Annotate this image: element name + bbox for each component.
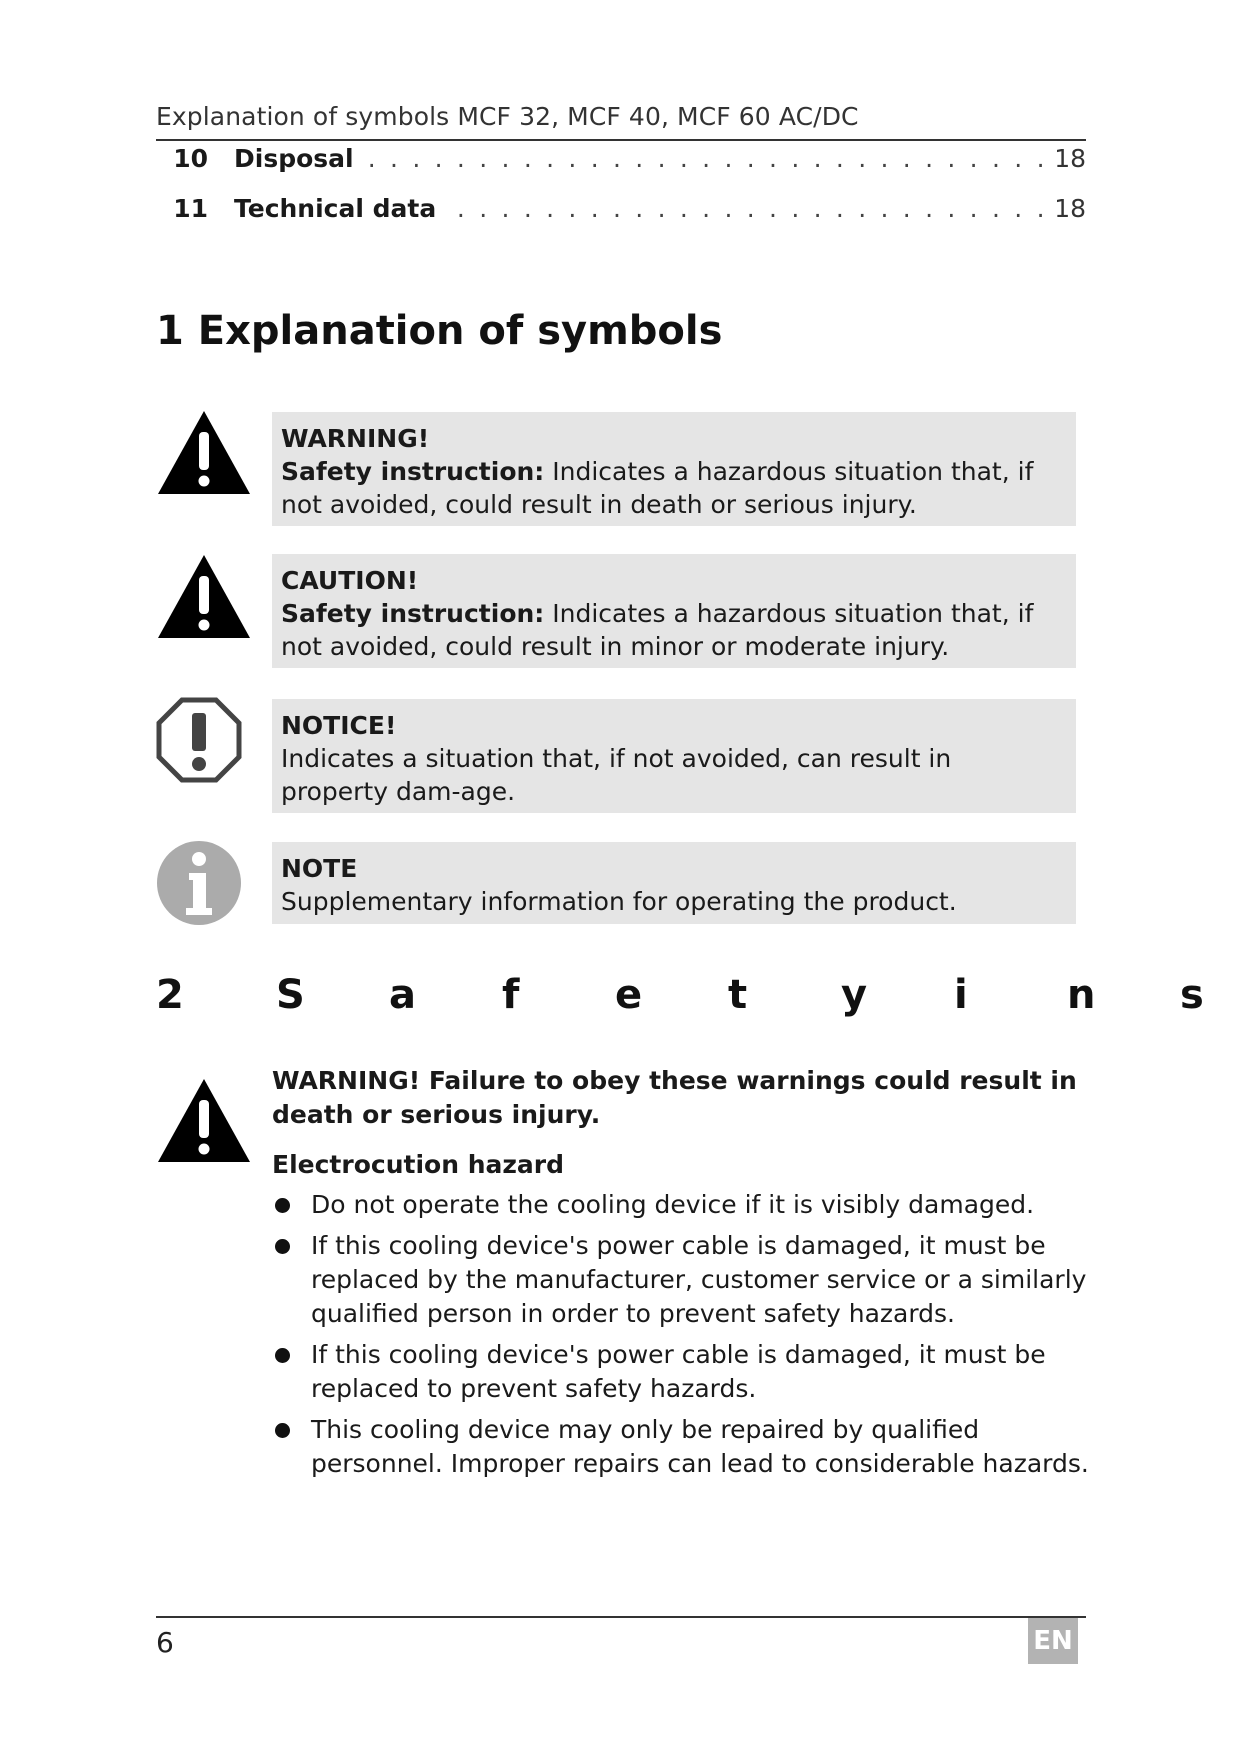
list-item [272,1338,1092,1406]
heading-letter: t [728,972,748,1018]
toc-number: 10 [173,144,208,173]
heading-letter: S [276,972,305,1018]
section-heading-symbols: 1 Explanation of symbols [156,308,723,354]
toc-number: 11 [173,194,208,223]
heading-letter: a [389,972,416,1018]
list-item [272,1229,1092,1331]
list-item-text: This cooling device may only be repaired by qualified personnel. Improper repairs can lead to considerable hazards. [311,1415,1089,1478]
message-body: Indicates a hazardous situation that, if not avoided, could result in death or serious injury. [281,457,1034,519]
message-title: WARNING! [281,424,430,453]
message-title: NOTICE! [281,711,397,740]
section-heading-safety [156,972,1216,1022]
subheading-electrocution: Electrocution hazard [272,1150,565,1179]
section-number: 2 [156,972,184,1018]
toc-row[interactable] [156,144,1086,180]
bullet-icon [275,1423,290,1438]
notice-message-box [272,699,1076,813]
page-number: 6 [156,1626,174,1659]
message-text [281,455,1066,521]
toc-row[interactable] [156,194,1086,230]
message-label: Safety instruction: [281,457,545,486]
footer-rule [156,1616,1086,1618]
toc-title: Disposal [234,144,360,173]
message-body: Indicates a hazardous situation that, if not avoided, could result in minor or moderate injury. [281,599,1034,661]
toc-title: Technical data [234,194,442,223]
heading-letter: n [1067,972,1096,1018]
heading-letter: y [841,972,868,1018]
bullet-icon [275,1239,290,1254]
section-title-letters [276,972,1216,1018]
safety-warning-block [272,1064,1092,1488]
language-badge: EN [1028,1618,1078,1664]
caution-triangle-icon [156,552,252,642]
message-body: Indicates a situation that, if not avoided, can result in property dam-age. [281,744,952,806]
safety-bullet-list [272,1188,1092,1481]
warning-triangle-icon [156,1076,252,1166]
list-item [272,1413,1092,1481]
warning-triangle-icon [156,408,252,498]
heading-letter: s [1180,972,1204,1018]
message-text [281,597,1066,663]
heading-letter: f [502,972,520,1018]
message-title: CAUTION! [281,566,419,595]
info-circle-icon [156,840,242,926]
toc-page: 18 [1050,144,1086,173]
toc-page: 18 [1050,194,1086,223]
list-item-text: Do not operate the cooling device if it is visibly damaged. [311,1190,1035,1219]
warning-lead: WARNING! Failure to obey these warnings could result in death or serious injury. [272,1066,1077,1129]
list-item-text: If this cooling device's power cable is damaged, it must be replaced by the manufacturer, customer service or a similarly qualified person in order to prevent safety hazards. [311,1231,1087,1328]
running-header: Explanation of symbols MCF 32, MCF 40, MCF 60 AC/DC [156,102,859,131]
message-body: Supplementary information for operating the product. [281,887,957,916]
list-item [272,1188,1092,1222]
warning-message-box [272,412,1076,526]
notice-octagon-icon [156,697,242,783]
bullet-icon [275,1198,290,1213]
bullet-icon [275,1348,290,1363]
heading-letter: i [954,972,968,1018]
caution-message-box [272,554,1076,668]
list-item-text: If this cooling device's power cable is damaged, it must be replaced to prevent safety hazards. [311,1340,1046,1403]
note-message-box [272,842,1076,924]
heading-letter: e [615,972,643,1018]
message-title: NOTE [281,854,358,883]
header-rule [156,139,1086,141]
message-label: Safety instruction: [281,599,545,628]
